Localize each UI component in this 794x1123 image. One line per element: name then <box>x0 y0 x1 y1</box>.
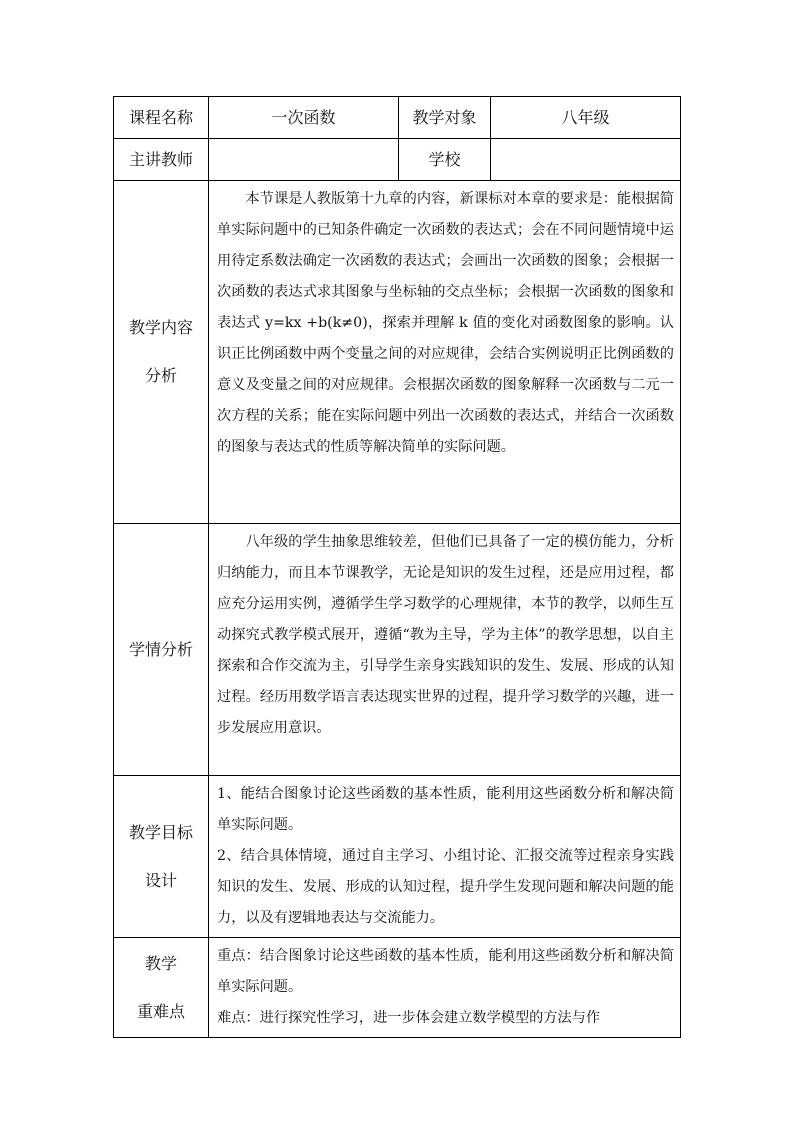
teacher-row <box>114 139 681 181</box>
student-analysis-label: 学情分析 <box>114 524 209 776</box>
content-analysis-label-line2: 分析 <box>144 366 177 385</box>
course-name-value: 一次函数 <box>209 97 399 139</box>
teacher-label: 主讲教师 <box>114 139 209 181</box>
course-row <box>114 97 681 139</box>
objectives-label <box>114 776 209 938</box>
content-analysis-row <box>114 181 681 524</box>
teacher-value <box>209 139 399 181</box>
school-value <box>491 139 681 181</box>
objectives-cell <box>209 776 681 938</box>
student-analysis-cell <box>209 524 681 776</box>
key-points-row <box>114 938 681 1038</box>
key-point-text: 重点：结合图象讨论这些函数的基本性质，能利用这些函数分析和解决简单实际问题。 <box>217 948 674 995</box>
objectives-label-line2: 设计 <box>144 870 177 890</box>
key-points-label <box>114 938 209 1038</box>
content-analysis-text: 本节课是人教版第十九章的内容，新课标对本章的要求是：能根据简单实际问题中的已知条件确定一次函数的表达式；会在不同问题情境中运用待定系数法确定一次函数的表达式；会画出一次函数的图象；会根据一次函数的表达式求其图象与坐标轴的交点坐标；会根据一次函数的图象和表达式 y=kx +b(k≠0)，探索并理解 k 值的变化对函数图象的影响。认识正比例函数中两个变量之间的对应规律，会结合实例说明正比例函数的意义及变量之间的对应规律。会根据次函数的图象解释一次函数与二元一次方程的关系；能在实际问题中列出一次函数的表达式，并结合一次函数的图象与表达式的性质等解决简单的实际问题。 <box>217 191 674 455</box>
key-points-cell <box>209 938 681 1038</box>
difficult-point-text: 难点：进行探究性学习，进一步体会建立数学模型的方法与作 <box>217 1010 601 1026</box>
lesson-plan-table <box>113 96 681 1038</box>
target-value: 八年级 <box>491 97 681 139</box>
objective-item-2: 2、结合具体情境，通过自主学习、小组讨论、汇报交流等过程亲身实践知识的发生、发展、形成的认知过程，提升学生发现问题和解决问题的能力，以及有逻辑地表达与交流能力。 <box>217 848 674 926</box>
content-analysis-label <box>114 181 209 524</box>
school-label: 学校 <box>399 139 491 181</box>
objective-item-1: 1、能结合图象讨论这些函数的基本性质，能利用这些函数分析和解决简单实际问题。 <box>217 786 674 833</box>
content-analysis-cell <box>209 181 681 524</box>
course-name-label: 课程名称 <box>114 97 209 139</box>
student-analysis-text: 八年级的学生抽象思维较差，但他们已具备了一定的模仿能力，分析归纳能力，而且本节课教学，无论是知识的发生过程，还是应用过程，都应充分运用实例，遵循学生学习数学的心理规律，本节的教学，以师生互动探究式教学模式展开，遵循“教为主导，学为主体”的教学思想，以自主探索和合作交流为主，引导学生亲身实践知识的发生、发展、形成的认知过程。经历用数学语言表达现实世界的过程，提升学习数学的兴趣，进一步发展应用意识。 <box>217 534 674 736</box>
objectives-row <box>114 776 681 938</box>
key-points-label-line1: 教学 <box>144 953 177 973</box>
objectives-label-line1: 教学目标 <box>128 822 193 842</box>
key-points-label-line2: 重难点 <box>136 1001 185 1021</box>
content-analysis-label-line1: 教学内容 <box>128 318 193 337</box>
target-label: 教学对象 <box>399 97 491 139</box>
student-analysis-row <box>114 524 681 776</box>
